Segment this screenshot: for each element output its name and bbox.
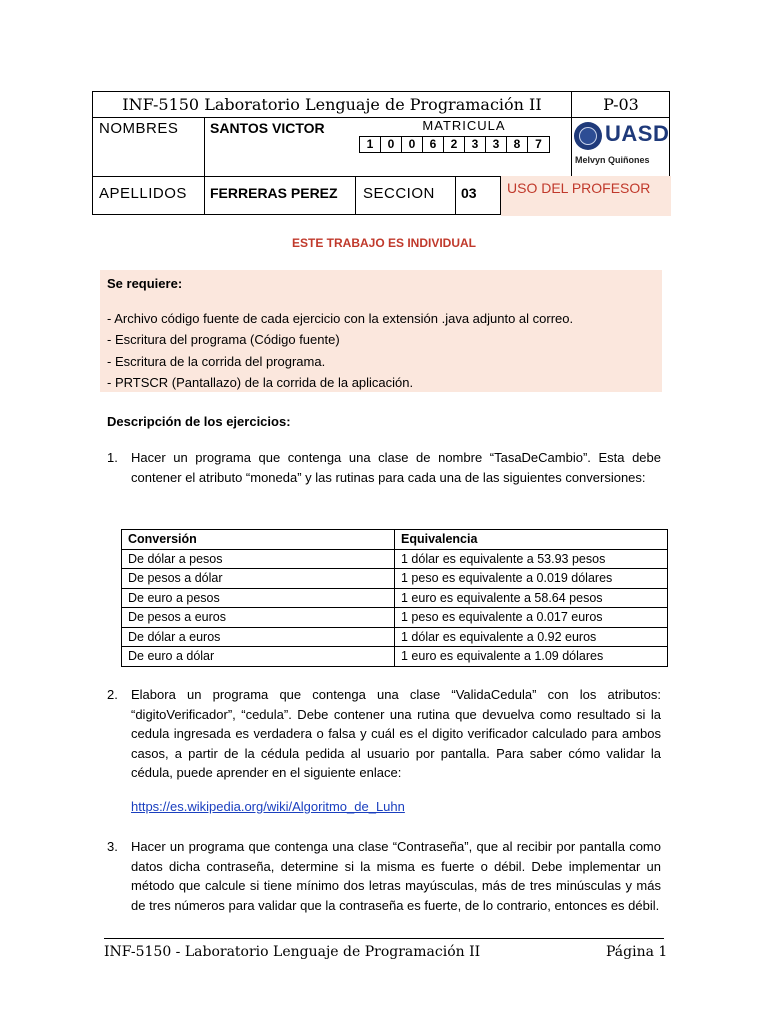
table-cell: De dólar a euros (122, 627, 395, 647)
matricula-digit: 1 (360, 137, 381, 152)
matricula-digit: 7 (535, 137, 542, 151)
table-cell: 1 peso es equivalente a 0.019 dólares (395, 569, 668, 589)
table-row (122, 647, 668, 667)
column-header: Conversión (122, 530, 395, 550)
table-cell: De pesos a euros (122, 608, 395, 628)
table-cell: De pesos a dólar (122, 569, 395, 589)
column-header: Equivalencia (395, 530, 668, 550)
matricula-digit: 0 (402, 137, 423, 152)
luhn-algorithm-link[interactable]: https://es.wikipedia.org/wiki/Algoritmo_de_Luhn (131, 799, 405, 814)
requirement-item: - Archivo código fuente de cada ejercicio con la extensión .java adjunto al correo. (107, 311, 574, 326)
uasd-logo (571, 118, 671, 176)
page-number: Página 1 (606, 944, 668, 960)
profesor-box: USO DEL PROFESOR (501, 176, 671, 216)
matricula-digit: 0 (381, 137, 402, 152)
apellidos-label: APELLIDOS (99, 185, 187, 202)
table-row (122, 627, 668, 647)
table-row (122, 569, 668, 589)
exercise-number: 1. (107, 450, 118, 465)
exercise-3-text: Hacer un programa que contenga una clase “Contraseña”, que al recibir por pantalla como datos dicha contraseña, determine si la misma es fuerte o débil. Debe implementar un método que calcule si tiene mínimo dos letras mayúsculas, más de tres minúsculas y más de tres números para validar que la contraseña es fuerte, de lo contrario, entonces es débil. (131, 839, 661, 913)
footer-course: INF-5150 - Laboratorio Lenguaje de Programación II (104, 944, 481, 960)
requirements-title: Se requiere: (107, 276, 183, 291)
table-header-row (122, 530, 668, 550)
exercise-number: 3. (107, 839, 118, 854)
practice-code: P-03 (603, 95, 639, 114)
logo-text: UASD (605, 121, 670, 146)
footer-divider (104, 938, 664, 939)
course-title: INF-5150 Laboratorio Lenguaje de Programación II (122, 95, 542, 114)
table-cell: De euro a pesos (122, 588, 395, 608)
nombres-label: NOMBRES (99, 120, 179, 137)
seccion-label: SECCION (363, 185, 435, 202)
table-cell: De dólar a pesos (122, 549, 395, 569)
requirements-box (100, 270, 662, 392)
matricula-digit: 3 (465, 137, 486, 152)
table-cell: 1 peso es equivalente a 0.017 euros (395, 608, 668, 628)
table-row (122, 608, 668, 628)
requirement-item: - Escritura del programa (Código fuente) (107, 332, 340, 347)
table-row (122, 549, 668, 569)
matricula-digit: 6 (423, 137, 444, 152)
table-cell: 1 dólar es equivalente a 0.92 euros (395, 627, 668, 647)
matricula-digit: 8 (507, 137, 528, 152)
description-title: Descripción de los ejercicios: (107, 414, 291, 429)
table-cell: 1 euro es equivalente a 58.64 pesos (395, 588, 668, 608)
logo-author: Melvyn Quiñones (575, 155, 650, 165)
table-cell: 1 dólar es equivalente a 53.93 pesos (395, 549, 668, 569)
requirement-item: - PRTSCR (Pantallazo) de la corrida de la aplicación. (107, 375, 414, 390)
seccion-value: 03 (461, 185, 477, 201)
exercise-2-text: Elabora un programa que contenga una clase “ValidaCedula” con los atributos: “digitoVerificador”, “cedula”. Debe contener una rutina que devuelva como resultado si la cedula ingresada es verdadera o falsa y cuál es el digito verificador calculado para ambos casos, a partir de la cédula pedida al usuario por pantalla. Para saber cómo validar la cédula, puede aprender en el siguiente enlace: (131, 687, 661, 780)
exercise-number: 2. (107, 687, 118, 702)
conversion-table (121, 529, 668, 667)
table-cell: 1 euro es equivalente a 1.09 dólares (395, 647, 668, 667)
table-cell: De euro a dólar (122, 647, 395, 667)
header-table (92, 91, 670, 215)
nombres-value: SANTOS VICTOR (210, 120, 325, 136)
university-seal-icon (574, 122, 602, 150)
matricula-label: MATRICULA (422, 118, 506, 133)
matricula-digit: 2 (444, 137, 465, 152)
requirement-item: - Escritura de la corrida del programa. (107, 354, 326, 369)
table-row (122, 588, 668, 608)
apellidos-value: FERRERAS PEREZ (210, 185, 338, 201)
matricula-digits (359, 136, 550, 153)
exercise-1-text: Hacer un programa que contenga una clase de nombre “TasaDeCambio”. Esta debe contener el atributo “moneda” y las rutinas para cada una de las siguientes conversiones: (131, 450, 661, 485)
individual-notice: ESTE TRABAJO ES INDIVIDUAL (291, 236, 477, 250)
matricula-digit: 3 (486, 137, 507, 152)
